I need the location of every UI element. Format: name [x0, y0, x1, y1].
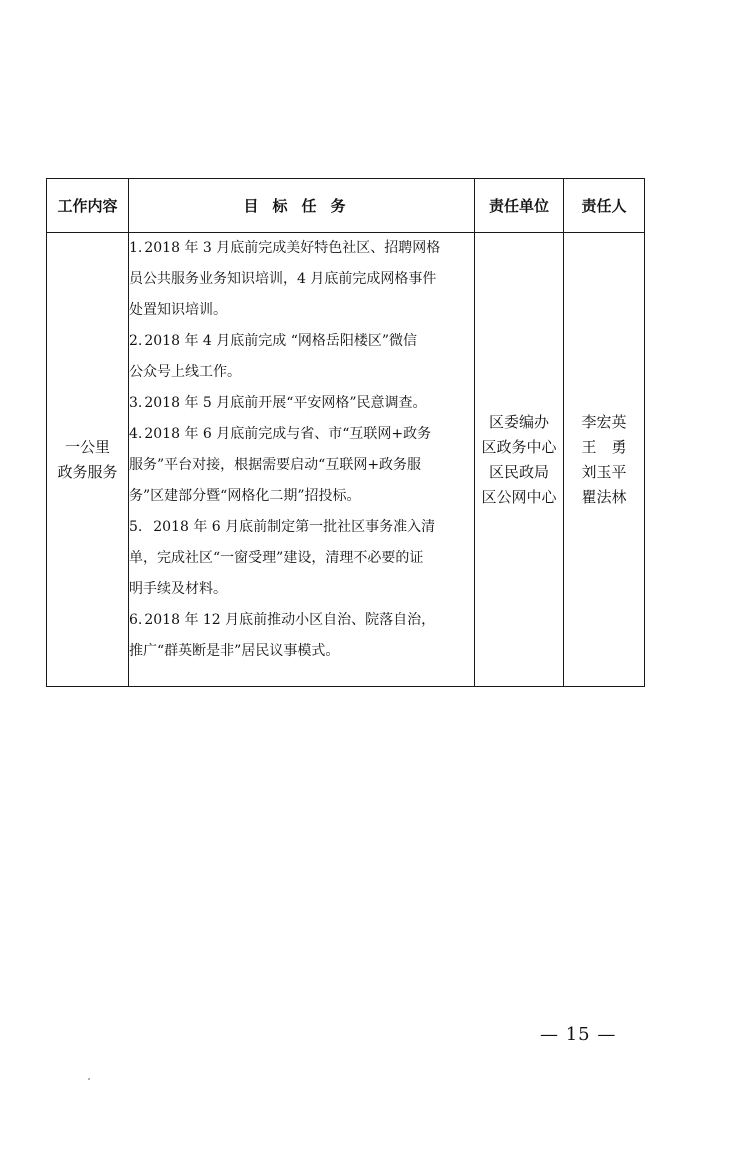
task-item-6 — [129, 605, 474, 667]
task-line: 2018 年 4 月底前完成 “网格岳阳楼区”微信 — [144, 333, 418, 349]
task-line: 员公共服务业务知识培训，4 月底前完成网格事件 — [129, 271, 437, 287]
person-name: 李宏英 — [581, 412, 627, 431]
unit-name: 区公网中心 — [481, 487, 557, 506]
task-number: 2. — [129, 333, 143, 349]
task-line: 2018 年 3 月底前完成美好特色社区、招聘网格 — [144, 240, 441, 256]
task-number: 3. — [129, 395, 143, 411]
header-work-content: 工作内容 — [47, 179, 129, 233]
header-target-tasks: 目标任务 — [129, 179, 475, 233]
task-line: 明手续及材料。 — [129, 581, 227, 597]
task-item-2 — [129, 326, 474, 388]
task-line: 2018 年 6 月底前制定第一批社区事务准入清 — [144, 519, 436, 535]
person-name: 刘玉平 — [581, 462, 627, 481]
task-line: 务”区建部分暨“网格化二期”招投标。 — [129, 488, 361, 504]
unit-name: 区民政局 — [488, 462, 549, 481]
task-number: 4. — [129, 426, 143, 442]
work-content-line: 一公里 — [64, 437, 110, 456]
person-name: 瞿法林 — [581, 487, 627, 506]
task-item-3 — [129, 388, 474, 419]
task-line: 单，完成社区“一窗受理”建设，清理不必要的证 — [129, 550, 424, 566]
task-number: 6. — [129, 612, 143, 628]
page-number: — 15 — — [540, 1024, 617, 1045]
task-number: 5. — [129, 519, 143, 535]
task-line: 处置知识培训。 — [129, 302, 227, 318]
task-line: 服务”平台对接，根据需要启动“互联网+政务服 — [129, 457, 422, 473]
task-item-1 — [129, 233, 474, 326]
target-tasks-cell — [129, 233, 475, 687]
task-number: 1. — [129, 240, 143, 256]
task-line: 2018 年 5 月底前开展“平安网格”民意调查。 — [144, 395, 427, 411]
work-content-cell — [47, 233, 129, 687]
person-name: 王 勇 — [581, 437, 627, 456]
header-responsible-unit: 责任单位 — [475, 179, 564, 233]
work-plan-table — [46, 178, 645, 687]
unit-name: 区政务中心 — [481, 437, 557, 456]
scan-speck — [88, 1078, 90, 1080]
table-header-row — [47, 179, 645, 233]
task-line: 2018 年 12 月底前推动小区自治、院落自治， — [144, 612, 436, 628]
task-line: 公众号上线工作。 — [129, 364, 241, 380]
table-row — [47, 233, 645, 687]
header-responsible-person: 责任人 — [564, 179, 645, 233]
responsible-unit-cell — [475, 233, 564, 687]
task-line: 推广“群英断是非”居民议事模式。 — [129, 643, 340, 659]
unit-name: 区委编办 — [488, 412, 549, 431]
task-item-5 — [129, 512, 474, 605]
work-content-line: 政务服务 — [57, 462, 118, 481]
responsible-person-cell — [564, 233, 645, 687]
task-item-4 — [129, 419, 474, 512]
task-line: 2018 年 6 月底前完成与省、市“互联网+政务 — [144, 426, 432, 442]
